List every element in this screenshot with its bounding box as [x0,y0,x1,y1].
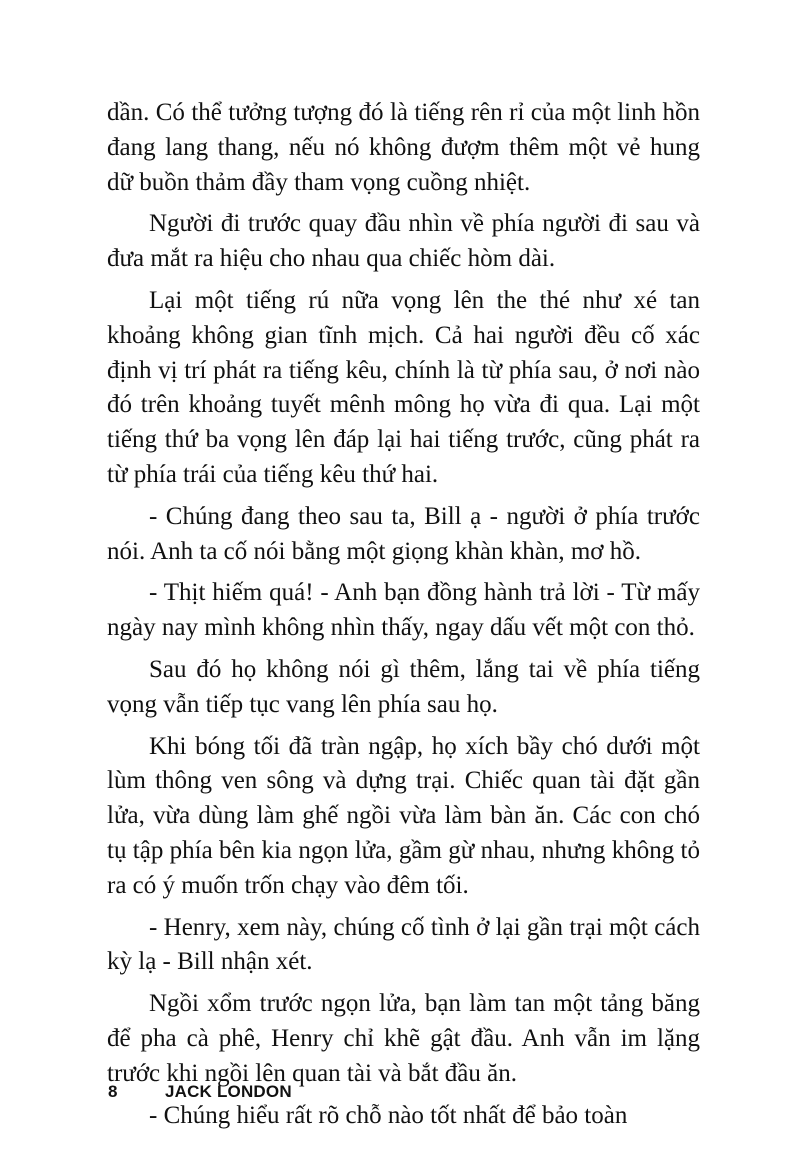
page-footer [108,1082,292,1102]
paragraph-9: Ngồi xổm trước ngọn lửa, bạn làm tan một tảng băng để pha cà phê, Henry chỉ khẽ gật đầu. Anh vẫn im lặng trước khi ngồi lên quan tài và bắt đầu ăn. [107,990,700,1087]
paragraph-6: Sau đó họ không nói gì thêm, lắng tai về phía tiếng vọng vẫn tiếp tục vang lên phía sau họ. [107,655,700,718]
paragraph-4: - Chúng đang theo sau ta, Bill ạ - người ở phía trước nói. Anh ta cố nói bằng một giọng khàn khàn, mơ hồ. [107,502,700,565]
paragraph-7: Khi bóng tối đã tràn ngập, họ xích bầy chó dưới một lùm thông ven sông và dựng trại. Chiếc quan tài đặt gần lửa, vừa dùng làm ghế ngồi vừa làm bàn ăn. Các con chó tụ tập phía bên kia ngọn lửa, gầm gừ nhau, nhưng không tỏ ra có ý muốn trốn chạy vào đêm tối. [107,732,700,899]
paragraph-2: Người đi trước quay đầu nhìn về phía người đi sau và đưa mắt ra hiệu cho nhau qua chiếc hòm dài. [107,210,700,273]
paragraph-3: Lại một tiếng rú nữa vọng lên the thé như xé tan khoảng không gian tĩnh mịch. Cả hai người đều cố xác định vị trí phát ra tiếng kêu, chính là từ phía sau, ở nơi nào đó trên khoảng tuyết mênh mông họ vừa đi qua. Lại một tiếng thứ ba vọng lên đáp lại hai tiếng trước, cũng phát ra từ phía trái của tiếng kêu thứ hai. [107,286,700,488]
paragraph-5: - Thịt hiếm quá! - Anh bạn đồng hành trả lời - Từ mấy ngày nay mình không nhìn thấy, ngay dấu vết một con thỏ. [107,579,700,642]
paragraph-8: - Henry, xem này, chúng cố tình ở lại gần trại một cách kỳ lạ - Bill nhận xét. [107,913,700,976]
page-number: 8 [108,1082,118,1101]
paragraph-10: - Chúng hiểu rất rõ chỗ nào tốt nhất để bảo toàn [149,1101,628,1129]
running-title: JACK LONDON [164,1082,292,1101]
paragraph-1: dần. Có thể tưởng tượng đó là tiếng rên rỉ của một linh hồn đang lang thang, nếu nó không đượm thêm một vẻ hung dữ buồn thảm đầy tham vọng cuồng nhiệt. [107,99,700,196]
page-body [107,96,700,1140]
